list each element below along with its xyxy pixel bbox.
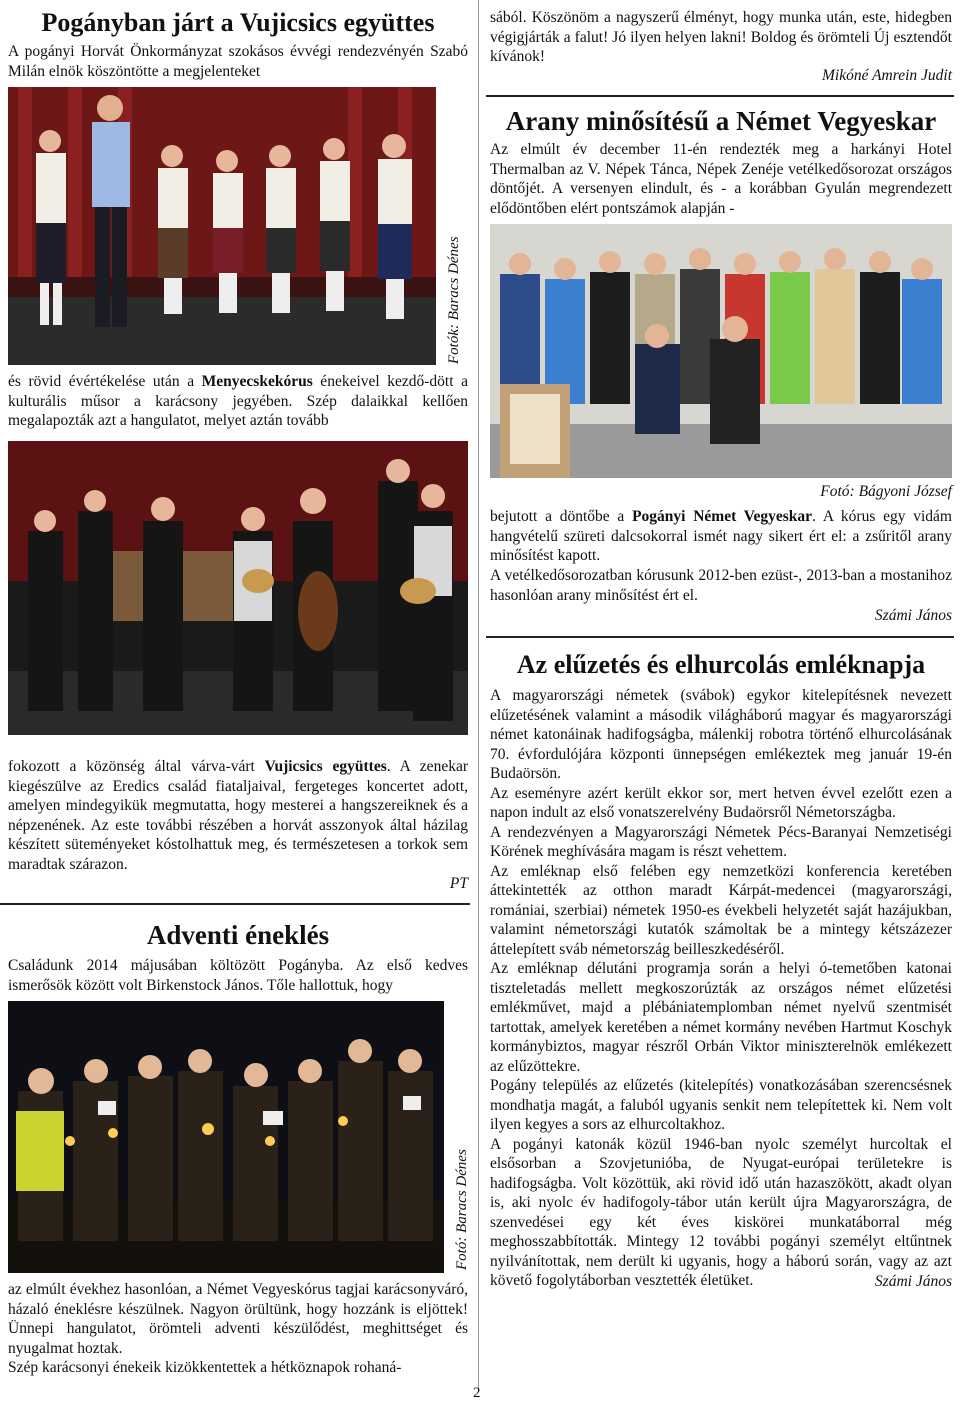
article4-paragraph: Az eseményre azért került ekkor sor, mert hetven évvel ezelőtt ezen a napon indult az első vonatszerelvény Budaörsről Németországba.: [490, 784, 952, 821]
article4-paragraph: A rendezvényen a Magyarországi Németek Pécs-Baranyai Nemzetiségi Körének meghívására magam is részt vehettem.: [490, 823, 952, 860]
article4-signature: Számi János: [874, 1272, 952, 1290]
article2-paragraph-3: Szép karácsonyi énekeik kizökkentettek a hétköznapok rohaná-: [8, 1359, 402, 1376]
photo-credit-vertical-1: Fotók: Baracs Dénes: [446, 236, 462, 364]
p2-text-a: és rövid évértékelése után a: [8, 373, 202, 390]
article1-paragraph-3: [8, 757, 468, 874]
article2-title: Adventi éneklés: [146, 920, 330, 950]
article2-paragraph-4: sából. Köszönöm a nagyszerű élményt, hogy munka után, este, hidegben végigjárták a falut! Jó ilyen helyen lakni! Boldog és örömteli Új esztendőt kívánok!: [490, 9, 952, 65]
article4-paragraph: Az emléknap első felében egy nemzetközi konferencia keretében áttekintették az otthon maradt Kárpát-medencei (magyarországi, romániai, szerbiai) németek 1950-es évekbeli helyzetét saját hazájukban, valamint németországi kutatók számoltak be a mintegy kétszázezer áttelepített sváb németország beilleszkedéséről.: [490, 862, 952, 958]
article1-title: Pogányban járt a Vujicsics együttes: [41, 8, 435, 37]
page-number: 2: [473, 1385, 481, 1401]
mixed-choir-photo: [490, 224, 952, 478]
p2-text-b: énekeivel kezdő-dött a kulturális műsor a karácsony jegyében. Szép dalaikkal kellően megalapozták azt a hangulatot, melyet aztán tovább: [8, 373, 469, 429]
section-rule: [486, 95, 954, 97]
section-rule: [0, 903, 470, 905]
p3-text-a: fokozott a közönség által várva-várt: [8, 758, 265, 775]
a3-p2-bold: Pogányi Német Vegyeskar: [632, 508, 813, 525]
article4-paragraph: A magyarországi németek (svábok) egykor kitelepítésnek nevezett elűzetésének valamint a második világháború magyar és magyarországi német katonáinak hadifogságba, málenkij robotra történő elhurcolásának 70. évfordulójára központi ünnepségen emlékeztek meg január 19-én Budaörsön.: [490, 687, 952, 782]
photo-credit-vertical-2: Fotó: Baracs Dénes: [454, 1149, 470, 1270]
article4-title: Az elűzetés és elhurcolás emléknapja: [516, 650, 926, 679]
article2-paragraph-1: Családunk 2014 májusában költözött Pogányba. Az első kedves ismerősök között volt Birkenstock János. Tőle hallottuk, hogy: [8, 957, 468, 994]
article3-paragraph-1: Az elmúlt év december 11-én rendezték meg a harkányi Hotel Thermalban az V. Népek Tánca, Népek Zenéje vetélkedősorozat országos döntőjét. A versenyen elindult, és - a korábban Gyulán megrendezett elődöntőben elért pontszámok alapján -: [490, 141, 952, 217]
article1-paragraph-2: [8, 372, 468, 431]
article4-paragraph: Az emléknap délutáni programja során a helyi ó-temetőben katonai tiszteletadás mellett megkoszorúzták az országos német elűzetési emlékművet, majd a plébániatemplomban német nyelvű szentmisét tartottak, amelyek keretében a német kormány nevében Hartmut Koschyk kormánybiztos, magyar részről Orbán Viktor miniszterelnök emlékezett az elűzöttekre.: [490, 960, 952, 1075]
article3-photo-credit: Fotó: Bágyoni József: [820, 483, 952, 500]
article1-intro: A pogányi Horvát Önkormányzat szokásos évvégi rendezvényén Szabó Milán elnök köszöntötte a megjelenteket: [8, 43, 468, 80]
a3-p2-text-a: bejutott a döntőbe a: [490, 508, 633, 525]
article3-signature: Számi János: [874, 607, 952, 624]
band-photo: [8, 441, 468, 735]
p3-text-b: . A zenekar kiegészülve az Eredics család fiataljaival, fergeteges koncertet adott, amelyen mindegyikük megmutatta, hogy mesterei a hangszereiknek és a népzenének. Az este további részében a horvát asszonyok által házilag készített süteményeket kóstolhattuk meg, és természetesen a torkok sem maradtak szárazon.: [8, 758, 468, 873]
article2-paragraph-2: az elmúlt évekhez hasonlóan, a Német Vegyeskórus tagjai karácsonyváró, házaló éneklésre készülnek. Nagyon örültünk, hogy hozzánk is eljöttek! Ünnepi hangulatot, örömteli adventi készülődést, meghittséget és nyugalmat hoztak.: [8, 1281, 468, 1357]
article3-paragraph-3: A vetélkedősorozatban kórusunk 2012-ben ezüst-, 2013-ban a mostanihoz hasonlóan arany minősítést ért el.: [490, 567, 952, 604]
article3-title: Arany minősítésű a Német Vegyeskar: [505, 106, 937, 136]
p2-bold: Menyecskekórus: [201, 373, 313, 390]
article4-paragraph: Pogány település az elűzetés (kitelepítés) vonatkozásában szerencsésnek mondhatja magát, a faluból ugyanis senkit nem telepítettek ki. Nem volt ilyen kegyes a sors az elhurcoltakhoz.: [490, 1077, 952, 1133]
choir-photo: [8, 87, 436, 365]
article1-signature: PT: [449, 875, 468, 892]
section-rule: [486, 636, 954, 638]
article4-paragraph: A pogányi katonák közül 1946-ban nyolc személyt hurcoltak el elsősorban a Szovjetunióba, de Nyugat-európai területekre is hadifogságba. Volt közöttük, aki rövid idő után hazaszökött, akadt olyan is, aki nyolc év hadifogoly-tábor után került újra Magyarországra, de szenvedései egy két éves kiskörei munkatáborral még meghosszabbították. Mintegy 12 további pogányi személyt eltűntnek nyilvánítottak, nem derült ki ugyanis, hogy a háború során, vagy az azt követő fogolytáborban vesztették életüket.: [490, 1135, 952, 1289]
article2-signature: Mikóné Amrein Judit: [822, 67, 952, 84]
p3-bold: Vujicsics együttes: [264, 758, 387, 775]
article3-paragraph-2: [490, 507, 952, 566]
a3-p2-text-b: . A kórus egy vidám hangvételű szüreti dalcsokorral ismét nagy sikert ért el: a zsűritől arany minősítést kapott.: [490, 508, 952, 564]
carolers-photo: [8, 1001, 444, 1273]
article4-body: [490, 686, 952, 1291]
column-divider: [478, 0, 479, 1390]
